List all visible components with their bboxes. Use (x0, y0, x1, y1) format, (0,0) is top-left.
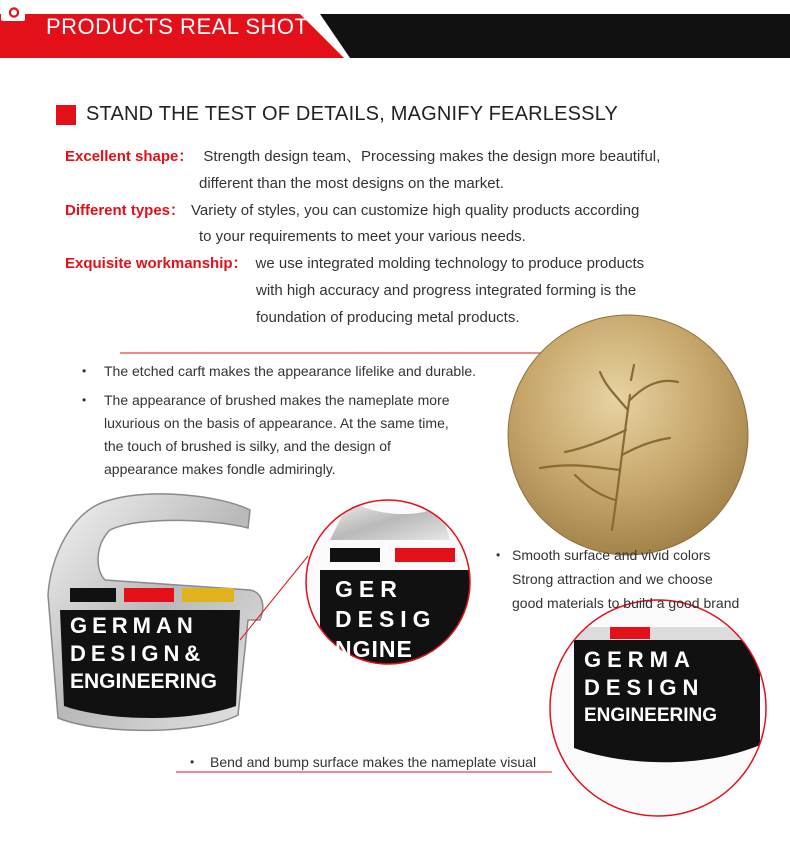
badge-line-1: GERMAN (70, 613, 198, 638)
bullet-right-line-2: Strong attraction and we choose (512, 571, 713, 587)
badge-text (70, 612, 240, 696)
feature-types-label: Different types： (65, 202, 186, 219)
zoom2-text (584, 646, 754, 730)
bullet-right-line-3: good materials to build a good brand (512, 595, 740, 611)
bullet-bottom: Bend and bump surface makes the nameplate visual (210, 754, 537, 770)
bullet-dot-2: • (82, 393, 87, 407)
bullet-dot-bottom: • (190, 755, 195, 769)
header-title: PRODUCTS REAL SHOT (46, 14, 309, 39)
zoom1-line-2: DESIG (335, 606, 437, 632)
zoom2-line-3: ENGINEERING (584, 705, 718, 726)
feature-workmanship-text-3: foundation of producing metal products. (256, 309, 520, 326)
bullet-top-1 (104, 360, 476, 383)
gold-coin-image (508, 315, 748, 555)
badge-line-2: DESIGN& (70, 641, 206, 666)
badge-line-3: ENGINEERING (70, 670, 218, 693)
zoom2-line-2: DESIGN (584, 675, 705, 700)
feature-types-text-2: to your requirements to meet your various needs. (199, 228, 526, 245)
feature-shape-label: Excellent shape： (65, 148, 194, 165)
feature-workmanship-text-2: with high accuracy and progress integrated forming is the (256, 282, 637, 299)
bullet-top-2 (104, 389, 450, 481)
zoom1-line-1: GER (335, 576, 403, 602)
bullet-right-line-1: Smooth surface and vivid colors (512, 547, 711, 563)
zoom1-text (335, 574, 475, 664)
bullet-right (512, 543, 739, 615)
bullet-top-2-line-1: The appearance of brushed makes the nameplate more (104, 392, 450, 408)
bullet-dot-right: • (496, 548, 501, 562)
feature-shape-text-2: different than the most designs on the market. (199, 175, 504, 192)
bullet-top-1-line-1: The etched carft makes the appearance lifelike and durable. (104, 363, 477, 379)
feature-workmanship-label: Exquisite workmanship： (65, 255, 248, 272)
feature-types-text-1: Variety of styles, you can customize high quality products according (191, 202, 640, 219)
section-title: STAND THE TEST OF DETAILS, MAGNIFY FEARLESSLY (86, 103, 619, 125)
zoom1-line-3: NGINE (335, 636, 413, 662)
bullet-top-2-line-2: luxurious on the basis of appearance. At the same time, (104, 415, 449, 431)
feature-shape-text-1: Strength design team、Processing makes the design more beautiful, (203, 148, 661, 165)
bullet-top-2-line-3: the touch of brushed is silky, and the design of (104, 438, 391, 454)
bullet-top-2-line-4: appearance makes fondle admiringly. (104, 461, 336, 477)
bullet-dot-1: • (82, 364, 87, 378)
feature-workmanship-text-1: we use integrated molding technology to produce products (255, 255, 645, 272)
zoom2-line-1: GERMA (584, 647, 696, 672)
